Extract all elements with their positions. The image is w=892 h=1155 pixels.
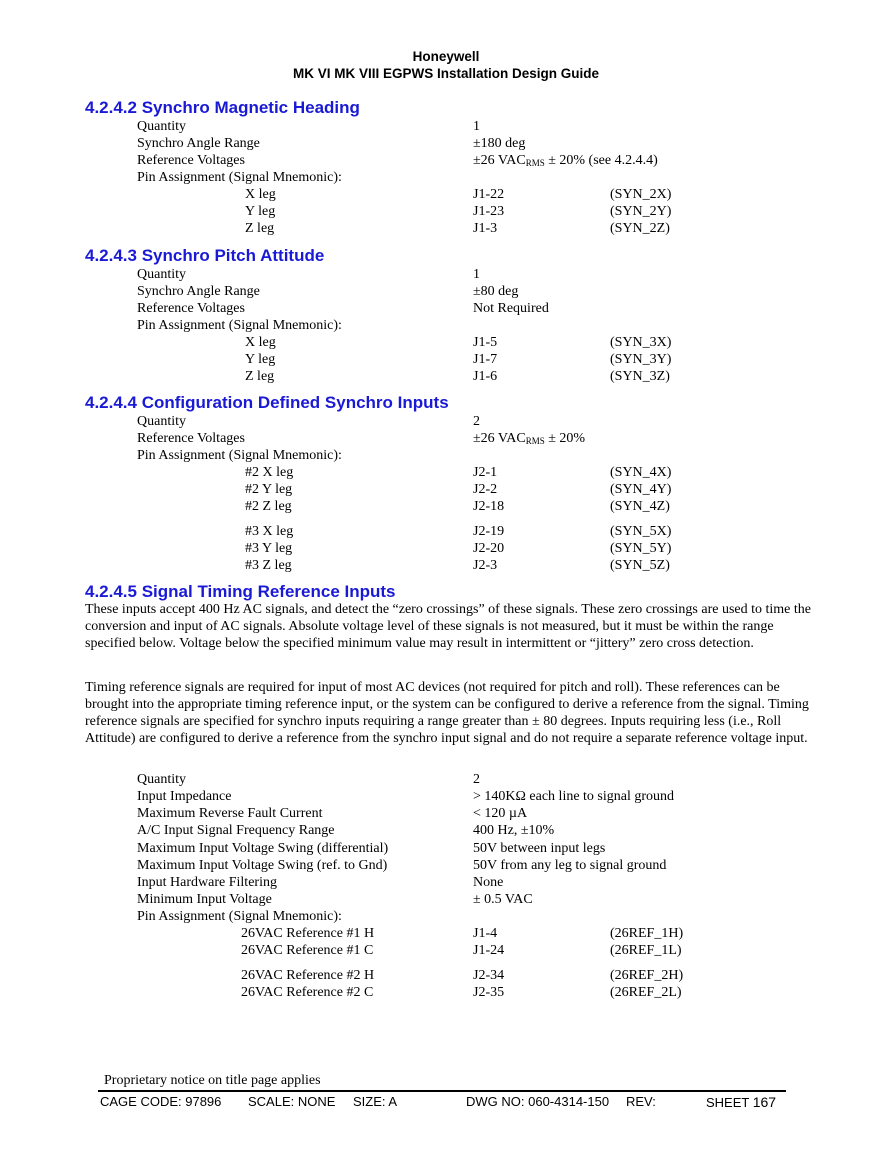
- pin-row: X leg J1-22 (SYN_2X): [245, 187, 672, 202]
- pin-row: #2 Z leg J2-18 (SYN_4Z): [245, 499, 670, 514]
- revision: REV:: [626, 1094, 656, 1109]
- cage-code: CAGE CODE: 97896: [100, 1094, 222, 1109]
- pin-assignment-label: Pin Assignment (Signal Mnemonic):: [137, 318, 342, 333]
- pin-row: 26VAC Reference #1 C J1-24 (26REF_1L): [241, 943, 682, 958]
- section-heading-configuration-synchro: 4.2.4.4 Configuration Defined Synchro Inputs: [85, 393, 449, 412]
- spec-row: Quantity 1: [137, 119, 480, 134]
- spec-row: Maximum Input Voltage Swing (differential) 50V between input legs: [137, 841, 606, 856]
- spec-row: Reference Voltages ±26 $VAC_{RMS} \pm 20\%$ (see 4.2.4.4): [137, 153, 658, 168]
- size: SIZE: A: [353, 1094, 398, 1109]
- spec-row: Minimum Input Voltage ± 0.5 VAC: [137, 892, 533, 907]
- sheet: [706, 1094, 776, 1110]
- pin-row: Z leg J1-6 (SYN_3Z): [245, 369, 670, 384]
- pin-row: 26VAC Reference #2 H J2-34 (26REF_2H): [241, 968, 684, 983]
- reference-voltage-value: ±26 $VAC_{RMS} \pm 20\%$ (see 4.2.4.4): [473, 153, 658, 168]
- spec-row: Input Hardware Filtering None: [137, 875, 504, 890]
- paragraph-timing-intro: These inputs accept 400 Hz AC signals, and detect the “zero crossings” of these signals. These zero crossings are used to time the conversion and input of AC signals. Absolute voltage level of these signals is not measured, but it must be within the range specified below. Voltage below the specified minimum value may result in intermittent or “jittery” zero cross detection.: [85, 602, 811, 651]
- pin-row: Y leg J1-7 (SYN_3Y): [245, 352, 672, 367]
- proprietary-notice: Proprietary notice on title page applies: [104, 1073, 321, 1088]
- spec-row: Reference Voltages ±26 $VAC_{RMS} \pm 20\%$: [137, 431, 586, 446]
- section-heading-timing-reference: 4.2.4.5 Signal Timing Reference Inputs: [85, 582, 396, 601]
- spec-row: Quantity 2: [137, 414, 480, 429]
- paragraph-timing-requirements: Timing reference signals are required for input of most AC devices (not required for pitch and roll). These references can be brought into the appropriate timing reference input, or the system can be configured to derive a reference from the signal. Timing reference signals are specified for synchro inputs requiring a range greater than ± 80 degrees. Inputs requiring less (i.e., Roll Attitude) are configured to derive a reference from the synchro input signal and do not require a separate reference voltage input.: [85, 680, 809, 746]
- spec-row: Input Impedance > 140KΩ each line to signal ground: [137, 789, 675, 804]
- pin-row: 26VAC Reference #1 H J1-4 (26REF_1H): [241, 926, 684, 941]
- sheet-label: SHEET: [706, 1095, 750, 1110]
- pin-assignment-label: Pin Assignment (Signal Mnemonic):: [137, 909, 342, 924]
- spec-row: Quantity 2: [137, 772, 480, 787]
- spec-row: Synchro Angle Range ±180 deg: [137, 136, 526, 151]
- pin-row: #3 X leg J2-19 (SYN_5X): [245, 524, 672, 539]
- section-heading-magnetic-heading: 4.2.4.2 Synchro Magnetic Heading: [85, 98, 360, 117]
- pin-row: Z leg J1-3 (SYN_2Z): [245, 221, 670, 236]
- spec-row: A/C Input Signal Frequency Range 400 Hz, ±10%: [137, 823, 555, 838]
- spec-row: Maximum Reverse Fault Current < 120 µA: [137, 806, 528, 821]
- footer-divider: [98, 1090, 786, 1092]
- pin-assignment-label: Pin Assignment (Signal Mnemonic):: [137, 448, 342, 463]
- spec-row: Synchro Angle Range ±80 deg: [137, 284, 519, 299]
- sheet-number: 167: [752, 1094, 777, 1110]
- pin-row: #2 Y leg J2-2 (SYN_4Y): [245, 482, 672, 497]
- pin-row: Y leg J1-23 (SYN_2Y): [245, 204, 672, 219]
- pin-row: #3 Y leg J2-20 (SYN_5Y): [245, 541, 672, 556]
- section-heading-pitch-attitude: 4.2.4.3 Synchro Pitch Attitude: [85, 246, 325, 265]
- pin-row: 26VAC Reference #2 C J2-35 (26REF_2L): [241, 985, 682, 1000]
- drawing-number: DWG NO: 060-4314-150: [466, 1094, 610, 1109]
- spec-row: Reference Voltages Not Required: [137, 301, 549, 316]
- document-title: MK VI MK VIII EGPWS Installation Design Guide: [292, 66, 600, 81]
- pin-row: #3 Z leg J2-3 (SYN_5Z): [245, 558, 670, 573]
- spec-row: Maximum Input Voltage Swing (ref. to Gnd) 50V from any leg to signal ground: [137, 858, 667, 873]
- pin-row: #2 X leg J2-1 (SYN_4X): [245, 465, 672, 480]
- reference-voltage-value: ±26 $VAC_{RMS} \pm 20\%$: [473, 431, 586, 446]
- page-header: [0, 48, 892, 82]
- company-name: Honeywell: [412, 49, 480, 64]
- scale: SCALE: NONE: [248, 1094, 336, 1109]
- pin-row: X leg J1-5 (SYN_3X): [245, 335, 672, 350]
- pin-assignment-label: Pin Assignment (Signal Mnemonic):: [137, 170, 342, 185]
- spec-row: Quantity 1: [137, 267, 480, 282]
